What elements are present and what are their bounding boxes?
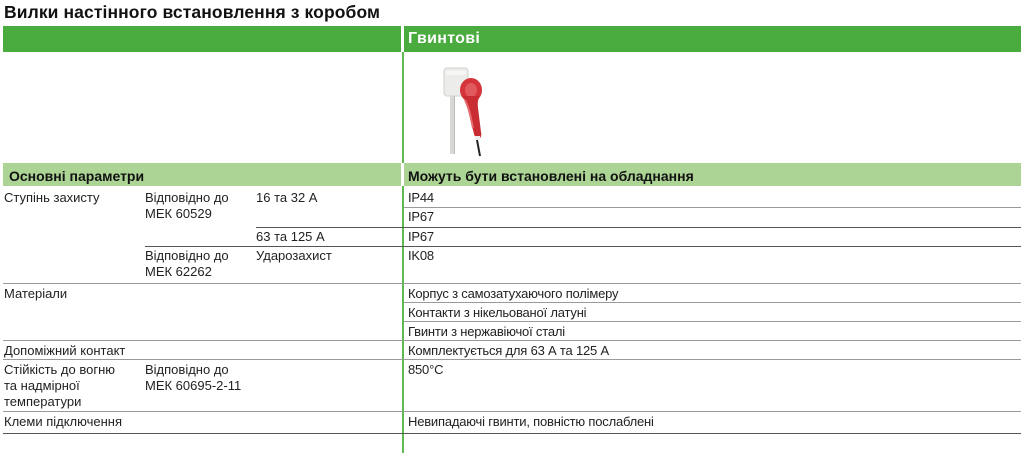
column-header-screw: Гвинтові (404, 26, 1021, 52)
row-label-aux-contact: Допоміжний контакт (4, 343, 126, 358)
row-label-protection: Ступінь захисту (4, 190, 100, 205)
condition-16-32a: 16 та 32 А (256, 190, 318, 205)
value-ik08: IK08 (408, 248, 434, 263)
row-divider (145, 246, 1021, 247)
row-divider (3, 340, 1021, 341)
row-divider (3, 283, 1021, 284)
row-divider (404, 302, 1021, 303)
row-label-materials: Матеріали (4, 286, 68, 301)
column-divider (402, 52, 404, 453)
row-label-terminals: Клеми підключення (4, 414, 122, 429)
value-material-contacts: Контакти з нікельованої латуні (408, 305, 587, 320)
row-divider (3, 411, 1021, 412)
row-divider (404, 321, 1021, 322)
value-material-body: Корпус з самозатухаючого полімеру (408, 286, 619, 301)
row-divider (404, 207, 1021, 208)
value-fire-temp: 850°C (408, 362, 444, 377)
row-divider (3, 359, 1021, 360)
column-header-bar (3, 26, 1021, 52)
row-label-fire-line3: температури (4, 394, 82, 409)
value-terminals: Невипадаючі гвинти, повністю послаблені (408, 414, 654, 429)
std-ref-62262-line2: МЕК 62262 (145, 264, 212, 279)
row-label-fire-line1: Стійкість до вогню (4, 362, 115, 377)
value-ip67-a: IP67 (408, 209, 434, 224)
row-label-fire-line2: та надмірної (4, 378, 80, 393)
table-bottom-border (3, 433, 1021, 434)
condition-impact: Ударозахист (256, 248, 332, 263)
value-material-screws: Гвинти з нержавіючої сталі (408, 324, 565, 339)
std-ref-60529-line1: Відповідно до (145, 190, 229, 205)
value-ip44: IP44 (408, 190, 434, 205)
product-image-icon (440, 62, 490, 158)
value-aux-contact: Комплектується для 63 А та 125 А (408, 343, 609, 358)
std-ref-60695-line2: МЕК 60695-2-11 (145, 378, 242, 393)
value-ip67-b: IP67 (408, 229, 434, 244)
section-header-main-params: Основні параметри (3, 163, 401, 186)
std-ref-60529-line2: МЕК 60529 (145, 206, 212, 221)
section-header-equipment: Можуть бути встановлені на обладнання (404, 163, 1021, 186)
section-header (3, 163, 1021, 186)
std-ref-60695-line1: Відповідно до (145, 362, 229, 377)
std-ref-62262-line1: Відповідно до (145, 248, 229, 263)
page-title: Вилки настінного встановлення з коробом (4, 2, 381, 22)
column-header-empty (3, 26, 401, 52)
row-divider (256, 227, 1021, 228)
condition-63-125a: 63 та 125 А (256, 229, 325, 244)
